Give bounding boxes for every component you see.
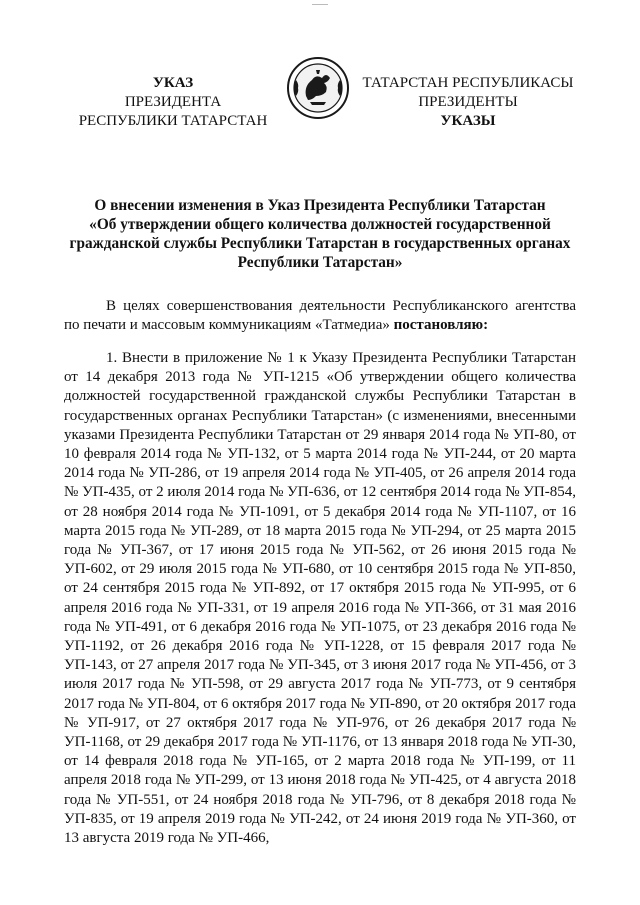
header-right-line-2: ПРЕЗИДЕНТЫ: [418, 94, 518, 110]
intro-text-block: [64, 297, 576, 335]
document-title: [64, 196, 576, 272]
intro-text: В целях совершенствования деятельности Республиканского агентства по печати и массовым коммуникациям «Татмедиа»: [64, 298, 576, 334]
title-line-4: Республики Татарстан»: [237, 254, 403, 271]
tatarstan-emblem-icon: [286, 56, 350, 120]
body-paragraph: [64, 349, 576, 848]
scan-mark: [312, 4, 328, 5]
header-right-line-3: УКАЗЫ: [440, 113, 496, 129]
body-text: 1. Внести в приложение № 1 к Указу Президента Республики Татарстан от 14 декабря 2013 года № УП-1215 «Об утверждении общего количества должностей государственной гражданской службы Республики Татарстан в государственных органах Республики Татарстан» (с изменениями, внесенными указами Президента Республики Татарстан от 29 января 2014 года № УП-80, от 10 февраля 2014 года № УП-132, от 5 марта 2014 года № УП-244, от 20 марта 2014 года № УП-286, от 19 апреля 2014 года № УП-405, от 26 апреля 2014 года № УП-435, от 2 июля 2014 года № УП-636, от 12 сентября 2014 года № УП-854, от 28 ноября 2014 года № УП-1091, от 5 декабря 2014 года № УП-1107, от 16 марта 2015 года № УП-289, от 18 марта 2015 года № УП-294, от 25 марта 2015 года № УП-367, от 17 июня 2015 года № УП-562, от 26 июня 2015 года № УП-602, от 29 июля 2015 года № УП-680, от 10 сентября 2015 года № УП-850, от 24 сентября 2015 года № УП-892, от 17 октября 2015 года № УП-995, от 6 апреля 2016 года № УП-331, от 19 апреля 2016 года № УП-366, от 31 мая 2016 года № УП-491, от 6 декабря 2016 года № УП-1075, от 23 декабря 2016 года № УП-1192, от 26 декабря 2016 года № УП-1228, от 15 февраля 2017 года № УП-143, от 27 апреля 2017 года № УП-345, от 3 июня 2017 года № УП-456, от 3 июля 2017 года № УП-598, от 29 августа 2017 года № УП-773, от 9 сентября 2017 года № УП-804, от 6 октября 2017 года № УП-890, от 20 октября 2017 года № УП-917, от 27 октября 2017 года № УП-976, от 26 декабря 2017 года № УП-1168, от 29 декабря 2017 года № УП-1176, от 13 января 2018 года № УП-30, от 14 февраля 2018 года № УП-165, от 2 марта 2018 года № УП-199, от 11 апреля 2018 года № УП-299, от 13 июня 2018 года № УП-425, от 4 августа 2018 года № УП-551, от 24 ноября 2018 года № УП-796, от 8 декабря 2018 года № УП-835, от 19 апреля 2019 года № УП-242, от 24 июня 2019 года № УП-360, от 13 августа 2019 года № УП-466,: [64, 350, 576, 847]
header-left: [68, 74, 278, 131]
header-left-line-2: ПРЕЗИДЕНТА: [124, 94, 222, 110]
title-line-3: гражданской службы Республики Татарстан в государственных органах: [69, 235, 571, 252]
intro-paragraph: [64, 297, 576, 335]
header-right: [357, 74, 579, 131]
header-left-line-1: УКАЗ: [152, 75, 194, 91]
intro-action: постановляю:: [393, 317, 489, 334]
header-right-line-1: ТАТАРСТАН РЕСПУБЛИКАСЫ: [362, 75, 574, 91]
title-line-2: «Об утверждении общего количества должностей государственной: [89, 216, 551, 233]
title-line-1: О внесении изменения в Указ Президента Республики Татарстан: [94, 197, 546, 214]
header-left-line-3: РЕСПУБЛИКИ ТАТАРСТАН: [78, 113, 268, 129]
